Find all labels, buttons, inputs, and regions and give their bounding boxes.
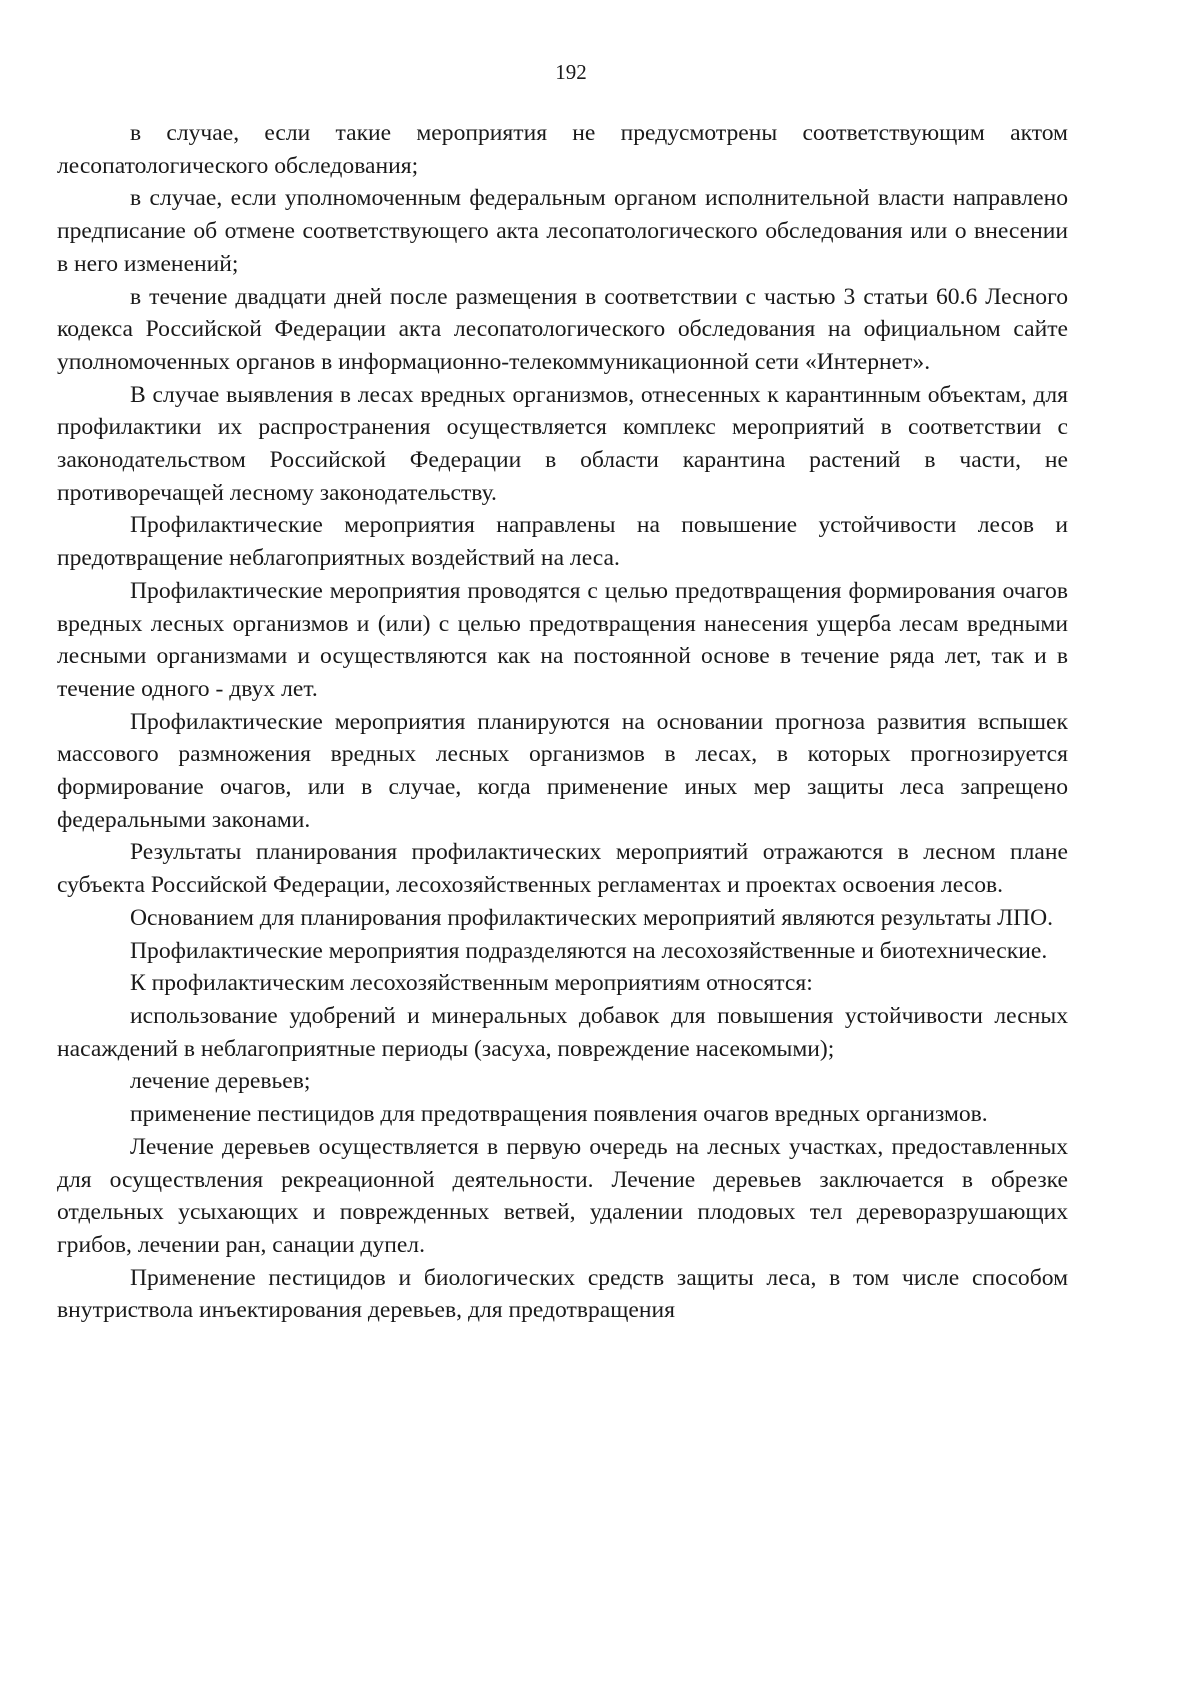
paragraph: Профилактические мероприятия планируются на основании прогноза развития вспышек массового размножения вредных лесных организмов в лесах, в которых прогнозируется формирование очагов, или в случае, когда применение иных мер защиты леса запрещено федеральными законами. <box>57 708 1068 833</box>
paragraph: применение пестицидов для предотвращения появления очагов вредных организмов. <box>130 1101 988 1128</box>
paragraph: использование удобрений и минеральных добавок для повышения устойчивости лесных насаждений в неблагоприятные периоды (засуха, повреждение насекомыми); <box>57 1002 1068 1062</box>
paragraph: в течение двадцати дней после размещения в соответствии с частью 3 статьи 60.6 Лесного кодекса Российской Федерации акта лесопатологического обследования на официальном сайте уполномоченных органов в информационно-телекоммуникационной сети «Интернет». <box>57 283 1068 375</box>
paragraph: в случае, если уполномоченным федеральным органом исполнительной власти направлено предписание об отмене соответствующего акта лесопатологического обследования или о внесении в него изменений; <box>57 185 1068 277</box>
paragraph: К профилактическим лесохозяйственным мероприятиям относятся: <box>130 970 813 997</box>
paragraph: Профилактические мероприятия подразделяются на лесохозяйственные и биотехнические. <box>130 937 1048 964</box>
paragraph: лечение деревьев; <box>130 1068 311 1095</box>
paragraph: Применение пестицидов и биологических средств защиты леса, в том числе способом внутриствола инъектирования деревьев, для предотвращения <box>57 1264 1068 1324</box>
paragraph: Профилактические мероприятия проводятся с целью предотвращения формирования очагов вредных лесных организмов и (или) с целью предотвращения нанесения ущерба лесам вредными лесными организмами и осуществляются как на постоянной основе в течение ряда лет, так и в течение одного - двух лет. <box>57 577 1068 702</box>
page-number: 192 <box>555 60 587 84</box>
document-body <box>57 117 1068 1327</box>
paragraph: В случае выявления в лесах вредных организмов, отнесенных к карантинным объектам, для профилактики их распространения осуществляется комплекс мероприятий в соответствии с законодательством Российской Федерации в области карантина растений в части, не противоречащей лесному законодательству. <box>57 381 1068 506</box>
paragraph: в случае, если такие мероприятия не предусмотрены соответствующим актом лесопатологического обследования; <box>57 120 1068 179</box>
paragraph: Основанием для планирования профилактических мероприятий являются результаты ЛПО. <box>130 904 1054 931</box>
paragraph: Лечение деревьев осуществляется в первую очередь на лесных участках, предоставленных для осуществления рекреационной деятельности. Лечение деревьев заключается в обрезке отдельных усыхающих и поврежденных ветвей, удалении плодовых тел дереворазрушающих грибов, лечении ран, санации дупел. <box>57 1133 1068 1258</box>
paragraph: Профилактические мероприятия направлены на повышение устойчивости лесов и предотвращение неблагоприятных воздействий на леса. <box>57 512 1068 572</box>
paragraph: Результаты планирования профилактических мероприятий отражаются в лесном плане субъекта Российской Федерации, лесохозяйственных регламентах и проектах освоения лесов. <box>57 839 1068 899</box>
